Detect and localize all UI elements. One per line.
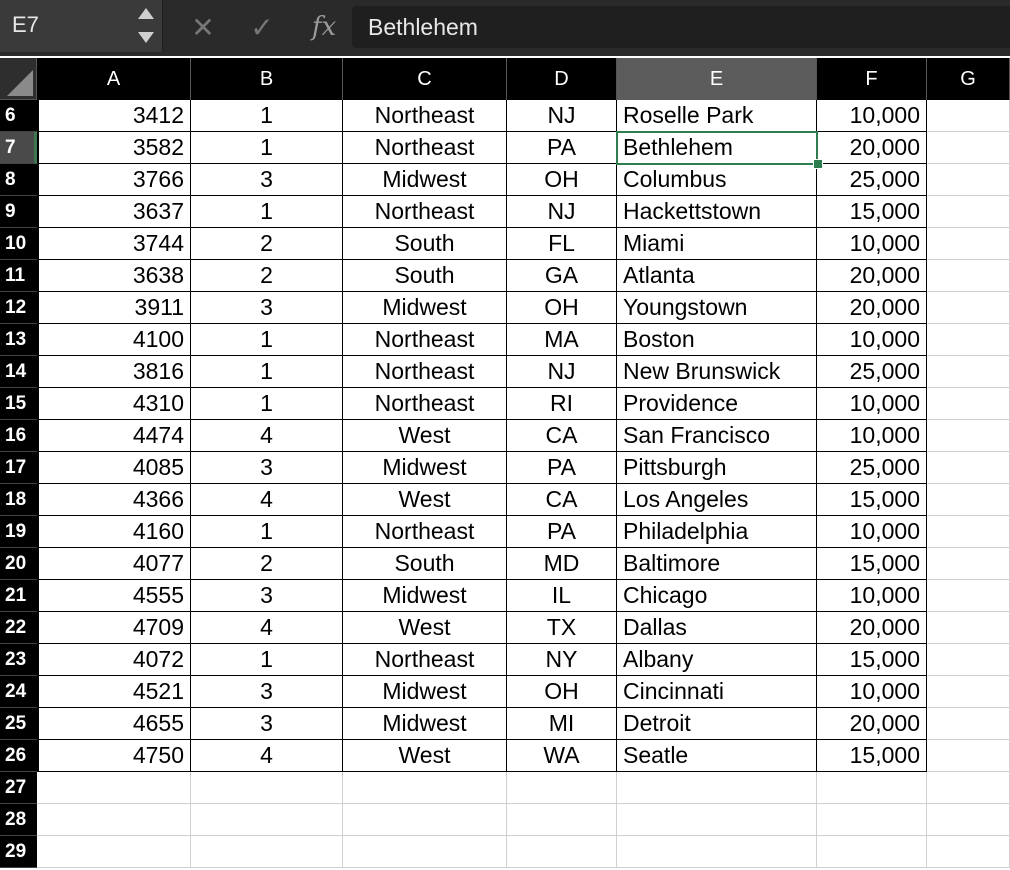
cell-c27[interactable] — [343, 772, 507, 804]
cell-c11[interactable]: South — [343, 260, 507, 292]
cell-a26[interactable]: 4750 — [37, 740, 191, 772]
cell-g26[interactable] — [927, 740, 1010, 772]
cell-b12[interactable]: 3 — [191, 292, 343, 324]
cell-g9[interactable] — [927, 196, 1010, 228]
cell-c17[interactable]: Midwest — [343, 452, 507, 484]
cell-c6[interactable]: Northeast — [343, 100, 507, 132]
cell-d6[interactable]: NJ — [507, 100, 617, 132]
row-header-28[interactable]: 28 — [0, 804, 37, 836]
cell-f15[interactable]: 10,000 — [817, 388, 927, 420]
cell-f19[interactable]: 10,000 — [817, 516, 927, 548]
cell-g17[interactable] — [927, 452, 1010, 484]
cancel-icon[interactable]: ✕ — [191, 11, 215, 43]
row-header-10[interactable]: 10 — [0, 228, 37, 260]
column-header-g[interactable]: G — [927, 58, 1010, 100]
cell-g22[interactable] — [927, 612, 1010, 644]
cell-g20[interactable] — [927, 548, 1010, 580]
cell-g24[interactable] — [927, 676, 1010, 708]
cell-b9[interactable]: 1 — [191, 196, 343, 228]
cell-f16[interactable]: 10,000 — [817, 420, 927, 452]
cell-g6[interactable] — [927, 100, 1010, 132]
cell-c14[interactable]: Northeast — [343, 356, 507, 388]
row-header-7[interactable]: 7 — [0, 132, 37, 164]
fill-handle[interactable] — [813, 159, 823, 169]
cell-d17[interactable]: PA — [507, 452, 617, 484]
cell-a7[interactable]: 3582 — [37, 132, 191, 164]
row-header-12[interactable]: 12 — [0, 292, 37, 324]
cell-b26[interactable]: 4 — [191, 740, 343, 772]
cell-c9[interactable]: Northeast — [343, 196, 507, 228]
cell-e25[interactable]: Detroit — [617, 708, 817, 740]
cell-b14[interactable]: 1 — [191, 356, 343, 388]
row-header-17[interactable]: 17 — [0, 452, 37, 484]
cell-f24[interactable]: 10,000 — [817, 676, 927, 708]
cell-a22[interactable]: 4709 — [37, 612, 191, 644]
cell-f29[interactable] — [817, 836, 927, 868]
cell-g28[interactable] — [927, 804, 1010, 836]
cell-f14[interactable]: 25,000 — [817, 356, 927, 388]
row-header-24[interactable]: 24 — [0, 676, 37, 708]
row-header-26[interactable]: 26 — [0, 740, 37, 772]
cell-g12[interactable] — [927, 292, 1010, 324]
cell-a17[interactable]: 4085 — [37, 452, 191, 484]
cell-f20[interactable]: 15,000 — [817, 548, 927, 580]
cell-d12[interactable]: OH — [507, 292, 617, 324]
cell-e24[interactable]: Cincinnati — [617, 676, 817, 708]
cell-d18[interactable]: CA — [507, 484, 617, 516]
cell-g8[interactable] — [927, 164, 1010, 196]
cell-b20[interactable]: 2 — [191, 548, 343, 580]
cell-g11[interactable] — [927, 260, 1010, 292]
checkmark-icon[interactable]: ✓ — [250, 11, 274, 43]
cell-a15[interactable]: 4310 — [37, 388, 191, 420]
cell-b29[interactable] — [191, 836, 343, 868]
cell-b27[interactable] — [191, 772, 343, 804]
row-header-14[interactable]: 14 — [0, 356, 37, 388]
cell-d16[interactable]: CA — [507, 420, 617, 452]
cell-c7[interactable]: Northeast — [343, 132, 507, 164]
cell-b19[interactable]: 1 — [191, 516, 343, 548]
cell-c21[interactable]: Midwest — [343, 580, 507, 612]
cell-b23[interactable]: 1 — [191, 644, 343, 676]
cell-b13[interactable]: 1 — [191, 324, 343, 356]
row-header-18[interactable]: 18 — [0, 484, 37, 516]
cell-g13[interactable] — [927, 324, 1010, 356]
cell-e12[interactable]: Youngstown — [617, 292, 817, 324]
cell-c23[interactable]: Northeast — [343, 644, 507, 676]
cell-d20[interactable]: MD — [507, 548, 617, 580]
cell-e28[interactable] — [617, 804, 817, 836]
cell-e27[interactable] — [617, 772, 817, 804]
column-header-e[interactable]: E — [617, 58, 817, 100]
cell-c12[interactable]: Midwest — [343, 292, 507, 324]
cell-c29[interactable] — [343, 836, 507, 868]
cell-a9[interactable]: 3637 — [37, 196, 191, 228]
cell-a12[interactable]: 3911 — [37, 292, 191, 324]
row-header-11[interactable]: 11 — [0, 260, 37, 292]
cell-d21[interactable]: IL — [507, 580, 617, 612]
select-all-triangle-icon — [7, 70, 33, 96]
cell-a8[interactable]: 3766 — [37, 164, 191, 196]
cell-f18[interactable]: 15,000 — [817, 484, 927, 516]
cell-a27[interactable] — [37, 772, 191, 804]
cell-e19[interactable]: Philadelphia — [617, 516, 817, 548]
cell-e7[interactable]: Bethlehem — [617, 132, 817, 164]
cell-g27[interactable] — [927, 772, 1010, 804]
chevron-up-icon[interactable] — [138, 8, 154, 19]
name-box[interactable] — [0, 0, 163, 52]
cell-a28[interactable] — [37, 804, 191, 836]
cell-b28[interactable] — [191, 804, 343, 836]
cell-d25[interactable]: MI — [507, 708, 617, 740]
cell-f8[interactable]: 25,000 — [817, 164, 927, 196]
cell-b7[interactable]: 1 — [191, 132, 343, 164]
cell-g16[interactable] — [927, 420, 1010, 452]
cell-f6[interactable]: 10,000 — [817, 100, 927, 132]
cell-e13[interactable]: Boston — [617, 324, 817, 356]
cell-d14[interactable]: NJ — [507, 356, 617, 388]
cell-a6[interactable]: 3412 — [37, 100, 191, 132]
cell-g7[interactable] — [927, 132, 1010, 164]
cell-g19[interactable] — [927, 516, 1010, 548]
cell-f26[interactable]: 15,000 — [817, 740, 927, 772]
cell-d13[interactable]: MA — [507, 324, 617, 356]
select-all-button[interactable] — [0, 58, 37, 100]
column-header-d[interactable]: D — [507, 58, 617, 100]
cell-c16[interactable]: West — [343, 420, 507, 452]
row-header-19[interactable]: 19 — [0, 516, 37, 548]
row-header-21[interactable]: 21 — [0, 580, 37, 612]
cell-d24[interactable]: OH — [507, 676, 617, 708]
cell-g10[interactable] — [927, 228, 1010, 260]
row-header-16[interactable]: 16 — [0, 420, 37, 452]
cell-a18[interactable]: 4366 — [37, 484, 191, 516]
cell-f12[interactable]: 20,000 — [817, 292, 927, 324]
cell-c10[interactable]: South — [343, 228, 507, 260]
cell-g25[interactable] — [927, 708, 1010, 740]
cell-d15[interactable]: RI — [507, 388, 617, 420]
cell-g29[interactable] — [927, 836, 1010, 868]
cell-f10[interactable]: 10,000 — [817, 228, 927, 260]
cell-e29[interactable] — [617, 836, 817, 868]
cell-g21[interactable] — [927, 580, 1010, 612]
cell-d22[interactable]: TX — [507, 612, 617, 644]
cell-a23[interactable]: 4072 — [37, 644, 191, 676]
cell-b25[interactable]: 3 — [191, 708, 343, 740]
cell-c22[interactable]: West — [343, 612, 507, 644]
column-header-c[interactable]: C — [343, 58, 507, 100]
cell-b15[interactable]: 1 — [191, 388, 343, 420]
cell-b10[interactable]: 2 — [191, 228, 343, 260]
cell-e10[interactable]: Miami — [617, 228, 817, 260]
cell-c28[interactable] — [343, 804, 507, 836]
row-header-8[interactable]: 8 — [0, 164, 37, 196]
cell-a20[interactable]: 4077 — [37, 548, 191, 580]
cell-c13[interactable]: Northeast — [343, 324, 507, 356]
cell-g23[interactable] — [927, 644, 1010, 676]
cell-b17[interactable]: 3 — [191, 452, 343, 484]
cell-e15[interactable]: Providence — [617, 388, 817, 420]
cell-e22[interactable]: Dallas — [617, 612, 817, 644]
cell-a19[interactable]: 4160 — [37, 516, 191, 548]
cell-a16[interactable]: 4474 — [37, 420, 191, 452]
cell-d9[interactable]: NJ — [507, 196, 617, 228]
cell-f25[interactable]: 20,000 — [817, 708, 927, 740]
cell-e6[interactable]: Roselle Park — [617, 100, 817, 132]
cell-f28[interactable] — [817, 804, 927, 836]
row-header-29[interactable]: 29 — [0, 836, 37, 868]
cell-e14[interactable]: New Brunswick — [617, 356, 817, 388]
cell-b8[interactable]: 3 — [191, 164, 343, 196]
cell-d7[interactable]: PA — [507, 132, 617, 164]
cell-d23[interactable]: NY — [507, 644, 617, 676]
cell-c19[interactable]: Northeast — [343, 516, 507, 548]
cell-b16[interactable]: 4 — [191, 420, 343, 452]
chevron-down-icon[interactable] — [138, 32, 154, 43]
row-header-6[interactable]: 6 — [0, 100, 37, 132]
cell-d28[interactable] — [507, 804, 617, 836]
data-range-border — [37, 100, 39, 772]
cell-e17[interactable]: Pittsburgh — [617, 452, 817, 484]
cell-c25[interactable]: Midwest — [343, 708, 507, 740]
row-header-13[interactable]: 13 — [0, 324, 37, 356]
cell-g18[interactable] — [927, 484, 1010, 516]
cell-e8[interactable]: Columbus — [617, 164, 817, 196]
cell-a29[interactable] — [37, 836, 191, 868]
cell-c24[interactable]: Midwest — [343, 676, 507, 708]
cell-a11[interactable]: 3638 — [37, 260, 191, 292]
row-header-20[interactable]: 20 — [0, 548, 37, 580]
cell-e20[interactable]: Baltimore — [617, 548, 817, 580]
cell-c18[interactable]: West — [343, 484, 507, 516]
cell-c26[interactable]: West — [343, 740, 507, 772]
column-header-a[interactable]: A — [37, 58, 191, 100]
name-box-value: E7 — [12, 12, 39, 37]
cell-d27[interactable] — [507, 772, 617, 804]
cell-b21[interactable]: 3 — [191, 580, 343, 612]
cell-g14[interactable] — [927, 356, 1010, 388]
formula-text: Bethlehem — [368, 14, 478, 40]
cell-e26[interactable]: Seatle — [617, 740, 817, 772]
row-header-22[interactable]: 22 — [0, 612, 37, 644]
row-header-27[interactable]: 27 — [0, 772, 37, 804]
cell-b11[interactable]: 2 — [191, 260, 343, 292]
column-header-b[interactable]: B — [191, 58, 343, 100]
cell-e11[interactable]: Atlanta — [617, 260, 817, 292]
cell-b18[interactable]: 4 — [191, 484, 343, 516]
cell-f22[interactable]: 20,000 — [817, 612, 927, 644]
cell-c8[interactable]: Midwest — [343, 164, 507, 196]
cell-e23[interactable]: Albany — [617, 644, 817, 676]
cell-a10[interactable]: 3744 — [37, 228, 191, 260]
cell-f7[interactable]: 20,000 — [817, 132, 927, 164]
cell-f27[interactable] — [817, 772, 927, 804]
cell-b6[interactable]: 1 — [191, 100, 343, 132]
cell-d19[interactable]: PA — [507, 516, 617, 548]
cell-d11[interactable]: GA — [507, 260, 617, 292]
cell-e16[interactable]: San Francisco — [617, 420, 817, 452]
cell-f9[interactable]: 15,000 — [817, 196, 927, 228]
cell-f21[interactable]: 10,000 — [817, 580, 927, 612]
cell-a25[interactable]: 4655 — [37, 708, 191, 740]
cell-a14[interactable]: 3816 — [37, 356, 191, 388]
cell-c15[interactable]: Northeast — [343, 388, 507, 420]
cell-c20[interactable]: South — [343, 548, 507, 580]
cell-e18[interactable]: Los Angeles — [617, 484, 817, 516]
cell-e21[interactable]: Chicago — [617, 580, 817, 612]
row-header-25[interactable]: 25 — [0, 708, 37, 740]
cell-d10[interactable]: FL — [507, 228, 617, 260]
cell-d29[interactable] — [507, 836, 617, 868]
formula-input[interactable] — [352, 6, 1010, 48]
cell-b22[interactable]: 4 — [191, 612, 343, 644]
cell-f13[interactable]: 10,000 — [817, 324, 927, 356]
row-header-15[interactable]: 15 — [0, 388, 37, 420]
cell-a24[interactable]: 4521 — [37, 676, 191, 708]
cell-a13[interactable]: 4100 — [37, 324, 191, 356]
cell-e9[interactable]: Hackettstown — [617, 196, 817, 228]
cell-d8[interactable]: OH — [507, 164, 617, 196]
cell-a21[interactable]: 4555 — [37, 580, 191, 612]
cell-b24[interactable]: 3 — [191, 676, 343, 708]
formula-bar — [0, 0, 1010, 56]
column-header-f[interactable]: F — [817, 58, 927, 100]
cell-g15[interactable] — [927, 388, 1010, 420]
cell-f23[interactable]: 15,000 — [817, 644, 927, 676]
cell-f11[interactable]: 20,000 — [817, 260, 927, 292]
cell-d26[interactable]: WA — [507, 740, 617, 772]
function-icon[interactable]: fx — [311, 12, 337, 42]
row-header-9[interactable]: 9 — [0, 196, 37, 228]
name-box-stepper[interactable] — [136, 8, 156, 46]
row-header-23[interactable]: 23 — [0, 644, 37, 676]
cell-f17[interactable]: 25,000 — [817, 452, 927, 484]
